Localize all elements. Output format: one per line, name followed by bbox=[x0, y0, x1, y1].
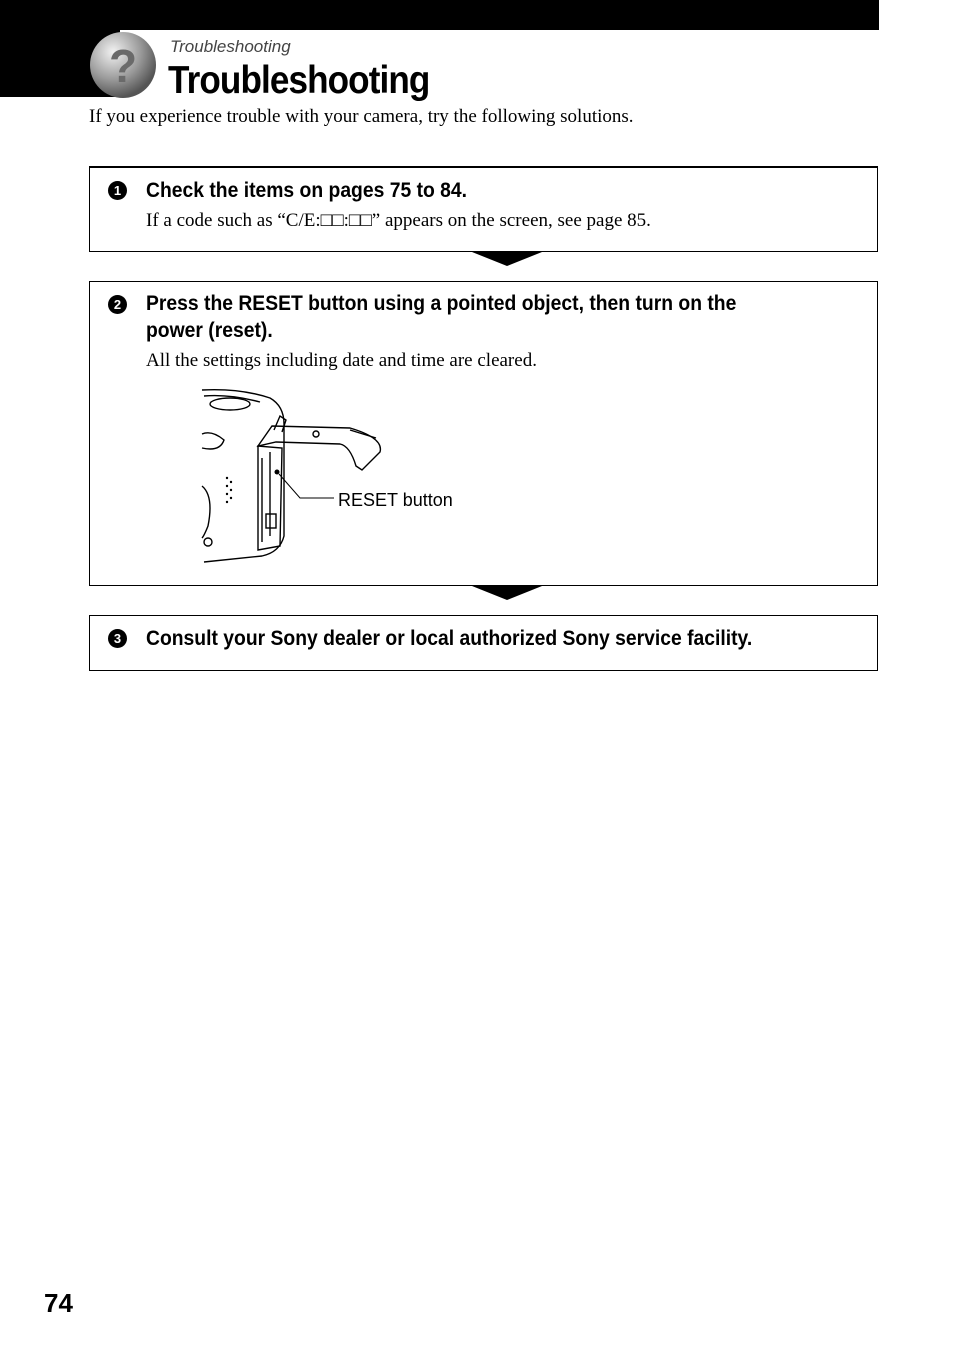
step-3-number: 3 bbox=[108, 629, 127, 648]
step-1-text: If a code such as “C/E:□□:□□” appears on the screen, see page 85. bbox=[146, 210, 651, 231]
question-mark-icon bbox=[88, 30, 158, 100]
step-3-box bbox=[89, 615, 878, 671]
section-label: Troubleshooting bbox=[170, 37, 291, 56]
step-2-text: All the settings including date and time are cleared. bbox=[146, 350, 537, 371]
step-3-title: Consult your Sony dealer or local authorized Sony service facility. bbox=[146, 627, 753, 650]
camera-illustration bbox=[200, 386, 390, 564]
step-2-number: 2 bbox=[108, 295, 127, 314]
page-number: 74 bbox=[44, 1288, 73, 1318]
intro-text: If you experience trouble with your camera, try the following solutions. bbox=[89, 106, 634, 127]
down-arrow-icon bbox=[472, 252, 542, 266]
step-2-box bbox=[89, 281, 878, 586]
svg-text:?: ? bbox=[108, 40, 138, 92]
step-1-box bbox=[89, 166, 878, 252]
step-1-number: 1 bbox=[108, 181, 127, 200]
step-2-title: Press the RESET button using a pointed object, then turn on the power (reset). bbox=[146, 292, 737, 342]
reset-button-label: RESET button bbox=[338, 490, 453, 510]
header-bar bbox=[0, 0, 879, 30]
down-arrow-icon bbox=[472, 586, 542, 600]
step-1-title: Check the items on pages 75 to 84. bbox=[146, 179, 468, 202]
page-title: Troubleshooting bbox=[168, 59, 430, 102]
